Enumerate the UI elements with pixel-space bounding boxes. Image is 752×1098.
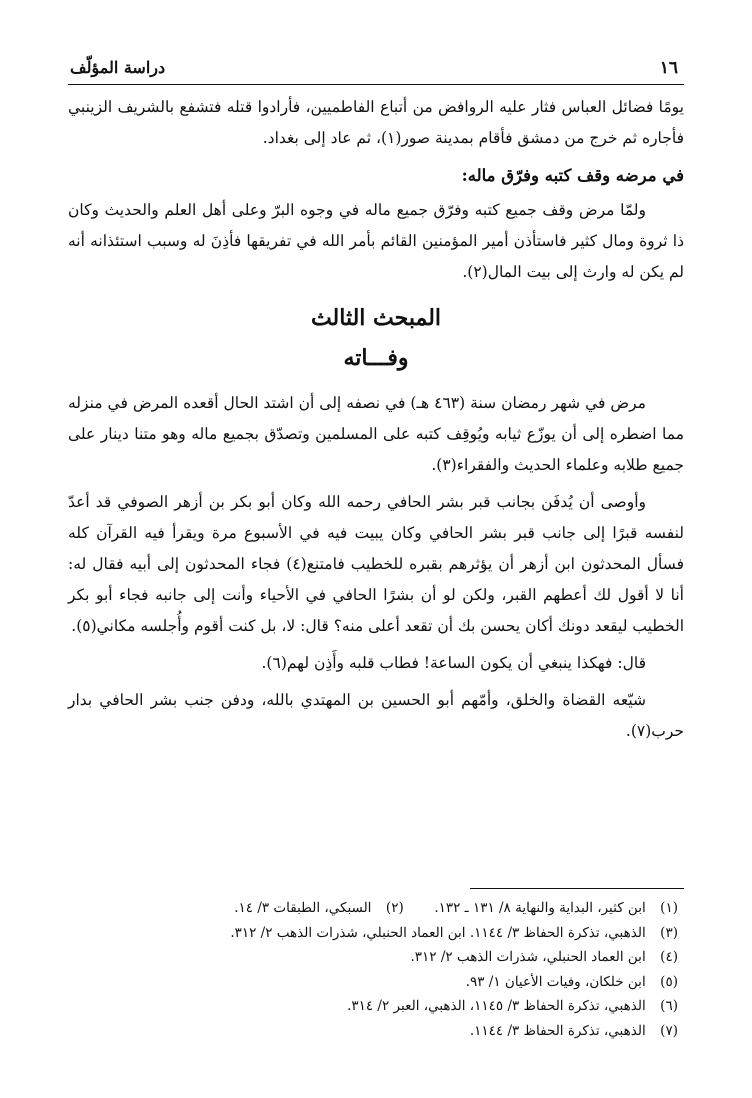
- paragraph-5: قال: فهكذا ينبغي أن يكون الساعة! فطاب قلبه وأَذِن لهم(٦).: [261, 654, 646, 672]
- subheading-illness: في مرضه وقف كتبه وفرّق ماله:: [461, 166, 684, 185]
- footnote-line: [68, 970, 678, 995]
- paragraph-3: مرض في شهر رمضان سنة (٤٦٣ هـ) في نصفه إلى أن اشتد الحال أقعده المرض في منزله مما اضطره إلى أن يوزّع ثيابه ويُوقِف كتبه على المسلمين وتصدّق بجميع ماله وهو متنا دينار على جميع طلابه وعلماء الحديث والفقراء(٣).: [68, 394, 684, 474]
- paragraph-6: شيّعه القضاة والخلق، وأمّهم أبو الحسين بن المهتدي بالله، ودفن جنب بشر الحافي بدار حرب(٧).: [68, 691, 684, 740]
- paragraph-4: وأوصى أن يُدفَن بجانب قبر بشر الحافي رحمه الله وكان أبو بكر بن أزهر الصوفي قد أعدّ لنفسه قبرًا إلى جانب قبر بشر الحافي وكان يبيت فيه في الأسبوع مرة ويقرأ فيه القرآن كله فسأل المحدثون ابن أزهر أن يؤثرهم بقبره للخطيب فامتنع(٤) فجاء المحدثون إلى أبيه فقال له: أنا لا أقول لك أعطهم القبر، ولكن لو أن بشرًا الحافي في الأحياء وأنت إلى جانبه فجاء أبو بكر الخطيب ليقعد دونك أكان يحسن بك أن تقعد أعلى منه؟ قال: لا، بل كنت أقوم وأُجلسه مكاني(٥).: [68, 493, 684, 635]
- footnote-number: (٦): [660, 998, 678, 1014]
- main-text: [68, 92, 684, 753]
- footnote-text: ابن العماد الحنبلي، شذرات الذهب ٢/ ٣١٢.: [410, 949, 646, 965]
- footnote-line: [68, 994, 678, 1019]
- paragraph-2: ولمّا مرض وقف جميع كتبه وفرّق جميع ماله في وجوه البرّ وعلى أهل العلم والحديث وكان ذا ثروة ومال كثير فاستأذن أمير المؤمنين القائم بأمر الله في تفريقها فأذِنَ له وسبب استئذانه أنه لم يكن له وارث إلى بيت المال(٢).: [68, 201, 684, 281]
- page-number: ١٦: [659, 58, 678, 78]
- footnote-number: (٤): [660, 949, 678, 965]
- footnote-line: [68, 896, 678, 921]
- paragraph-1: يومًا فضائل العباس فثار عليه الروافض من أتباع الفاطميين، فأرادوا قتله فتشفع بالشريف الزينبي فأجاره ثم خرج من دمشق فأقام بمدينة صور(١)، ثم عاد إلى بغداد.: [68, 98, 684, 147]
- page-header: [68, 50, 684, 85]
- footnote-number: (٧): [660, 1022, 678, 1039]
- footnote-line: [68, 921, 678, 946]
- footnote-line: [68, 1019, 678, 1044]
- footnote-number: (٣): [660, 924, 678, 941]
- footnote-text: الذهبي، تذكرة الحفاظ ٣/ ١١٤٤. ابن العماد الحنبلي، شذرات الذهب ٢/ ٣١٢.: [230, 924, 646, 941]
- footnote-text: الذهبي، تذكرة الحفاظ ٣/ ١١٤٤.: [469, 1022, 646, 1039]
- footnote-number: (٢): [385, 900, 404, 916]
- footnote-number: (١): [660, 900, 678, 916]
- footnote-text: الذهبي، تذكرة الحفاظ ٣/ ١١٤٥، الذهبي، العبر ٢/ ٣١٤.: [347, 998, 646, 1014]
- footnote-text: ابن كثير، البداية والنهاية ٨/ ١٣١ ـ ١٣٢.: [434, 900, 646, 916]
- section-subtitle: وفـــاته: [343, 345, 409, 371]
- footnote-text: السبكي، الطبقات ٣/ ١٤.: [234, 900, 372, 916]
- running-title: دراسة المؤلّف: [70, 58, 166, 77]
- footnote-line: [68, 945, 678, 970]
- section-title: المبحث الثالث: [310, 305, 442, 331]
- footnote-number: (٥): [660, 973, 678, 990]
- footnotes: [68, 896, 678, 1043]
- footnote-separator: [470, 888, 684, 889]
- footnote-text: ابن خلكان، وفيات الأعيان ١/ ٩٣.: [465, 973, 646, 990]
